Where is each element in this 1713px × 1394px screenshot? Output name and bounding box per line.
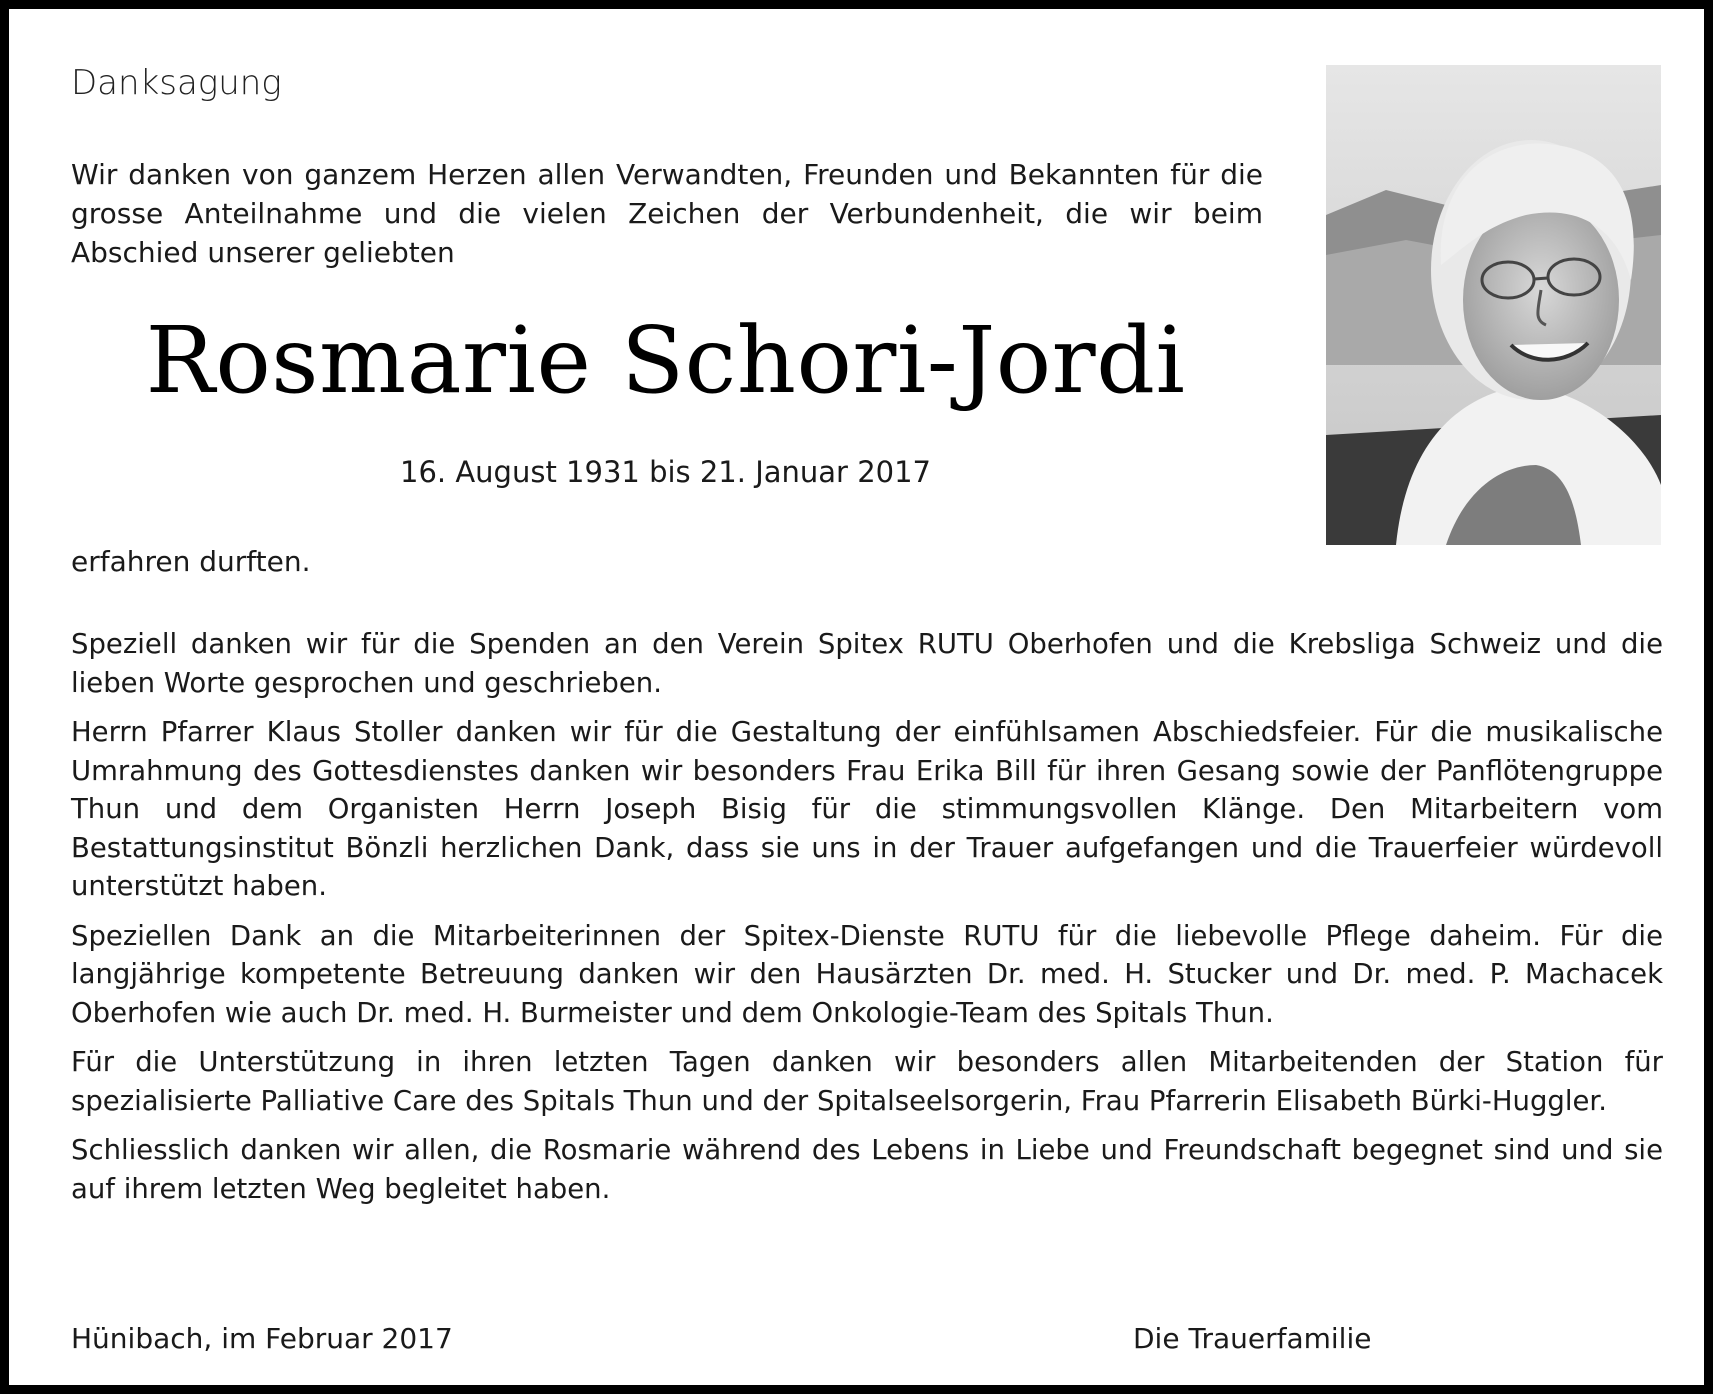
paragraph: Speziell danken wir für die Spenden an den Verein Spitex RUTU Oberhofen und die Krebsliga Schweiz und die lieben Worte gesprochen und geschrieben. — [71, 628, 1663, 699]
notice-body — [71, 625, 1663, 1219]
intro-text: Wir danken von ganzem Herzen allen Verwandten, Freunden und Bekannten für die grosse Anteilnahme und die vielen Zeichen der Verbundenheit, die wir beim Abschied unserer geliebten — [71, 158, 1263, 269]
deceased-name: Rosmarie Schori-Jordi — [145, 307, 1186, 414]
portrait-illustration — [1326, 65, 1661, 545]
place-date: Hünibach, im Februar 2017 — [71, 1322, 453, 1355]
life-dates: 16. August 1931 bis 21. Januar 2017 — [400, 455, 931, 489]
paragraph: Herrn Pfarrer Klaus Stoller danken wir für die Gestaltung der einfühlsamen Abschiedsfeier. Für die musikalische Umrahmung des Gottesdienstes danken wir besonders Frau Erika Bill für ihren Gesang sowie der Panflötengruppe Thun und dem Organisten Herrn Joseph Bisig für die stimmungsvollen Klänge. Den Mitarbeitern vom Bestattungsinstitut Bönzli herzlichen Dank, dass sie uns in der Trauer aufgefangen und die Trauerfeier würdevoll unterstützt haben. — [71, 716, 1663, 902]
portrait-photo — [1326, 65, 1661, 545]
intro-continuation: erfahren durften. — [71, 545, 311, 578]
paragraph: Speziellen Dank an die Mitarbeiterinnen der Spitex-Dienste RUTU für die liebevolle Pflege daheim. Für die langjährige kompetente Betreuung danken wir den Hausärzten Dr. med. H. Stucker und Dr. med. P. Machacek Oberhofen wie auch Dr. med. H. Burmeister und dem Onkologie-Team des Spitals Thun. — [71, 919, 1663, 1029]
signature: Die Trauerfamilie — [1133, 1322, 1372, 1355]
paragraph: Schliesslich danken wir allen, die Rosmarie während des Lebens in Liebe und Freundschaft begegnet sind und sie auf ihrem letzten Weg begleitet haben. — [71, 1134, 1663, 1205]
paragraph: Für die Unterstützung in ihren letzten Tagen danken wir besonders allen Mitarbeitenden der Station für spezialisierte Palliative Care des Spitals Thun und der Spitalseelsorgerin, Frau Pfarrerin Elisabeth Bürki-Huggler. — [71, 1046, 1663, 1117]
notice-heading: Danksagung — [71, 63, 282, 103]
